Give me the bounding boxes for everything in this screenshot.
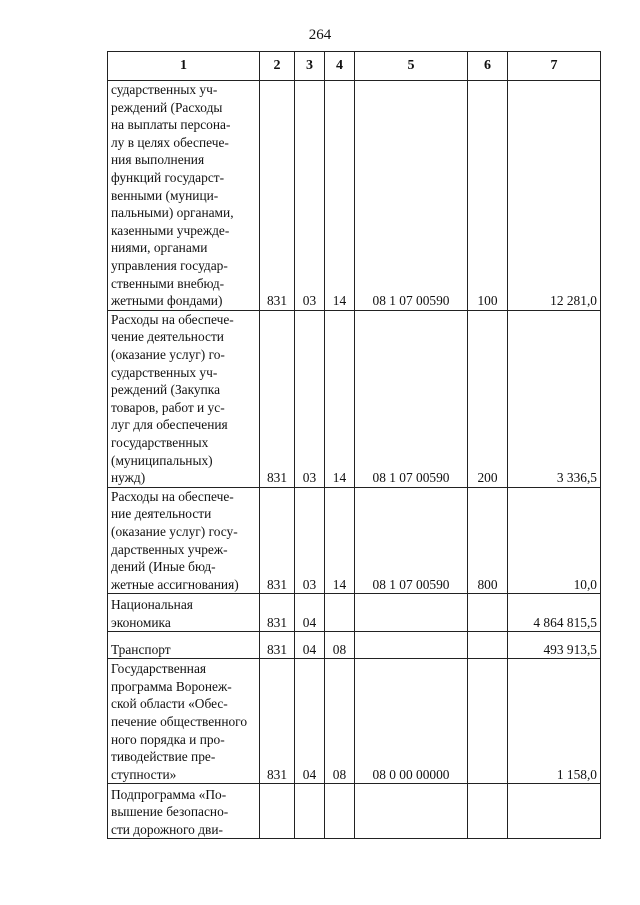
- cell-col4: 14: [325, 81, 355, 311]
- cell-col6: [468, 784, 508, 839]
- header-cell: 4: [325, 52, 355, 81]
- row-name: [108, 81, 260, 311]
- row-name-text: Подпрограмма «По- вышение безопасно- сти дорожного дви-: [111, 786, 229, 837]
- table-row: [108, 487, 601, 594]
- cell-col2: 831: [260, 487, 295, 594]
- header-cell: 6: [468, 52, 508, 81]
- cell-col7: 3 336,5: [508, 310, 601, 487]
- cell-col6: 200: [468, 310, 508, 487]
- cell-col2: 831: [260, 594, 295, 632]
- row-name: [108, 632, 260, 659]
- cell-col7: 12 281,0: [508, 81, 601, 311]
- cell-col5: 08 1 07 00590: [355, 487, 468, 594]
- cell-col5: [355, 594, 468, 632]
- cell-col4: [325, 594, 355, 632]
- cell-col2: 831: [260, 81, 295, 311]
- header-cell: 1: [108, 52, 260, 81]
- table-row: [108, 632, 601, 659]
- row-name-text: сударственных уч- реждений (Расходы на выплаты персона- лу в целях обеспече- ния выполнения функций государст- венными (муници- пальными) органами, казенными учрежде- ниями, органами управления государ- ственными внебюд- жетными фондами): [111, 82, 234, 309]
- row-name-text: Государственная программа Воронеж- ской области «Обес- печение общественного ного порядка и про- тиводействие пре- ступности»: [111, 661, 248, 782]
- page-number: 264: [308, 27, 332, 43]
- cell-col7: 4 864 815,5: [508, 594, 601, 632]
- cell-col5: [355, 784, 468, 839]
- cell-col2: [260, 784, 295, 839]
- table-row: [108, 594, 601, 632]
- cell-col4: 14: [325, 487, 355, 594]
- cell-col3: 04: [295, 594, 325, 632]
- cell-col7: 1 158,0: [508, 659, 601, 784]
- cell-col7: 10,0: [508, 487, 601, 594]
- header-cell: 2: [260, 52, 295, 81]
- cell-col5: 08 1 07 00590: [355, 81, 468, 311]
- header-cell: 5: [355, 52, 468, 81]
- header-cell: 3: [295, 52, 325, 81]
- budget-table: [107, 51, 601, 839]
- cell-col7: 493 913,5: [508, 632, 601, 659]
- header-cell: 7: [508, 52, 601, 81]
- row-name: [108, 659, 260, 784]
- table-row: [108, 784, 601, 839]
- cell-col6: [468, 659, 508, 784]
- row-name-text: Национальная экономика: [111, 597, 193, 630]
- cell-col4: 08: [325, 659, 355, 784]
- row-name-text: Расходы на обеспече- ние деятельности (оказание услуг) госу- дарственных учреж- дений (Иные бюд- жетные ассигнования): [111, 488, 239, 592]
- cell-col6: 800: [468, 487, 508, 594]
- table-row: [108, 310, 601, 487]
- cell-col2: 831: [260, 310, 295, 487]
- cell-col5: 08 0 00 00000: [355, 659, 468, 784]
- row-name: [108, 594, 260, 632]
- cell-col3: 03: [295, 81, 325, 311]
- cell-col4: 08: [325, 632, 355, 659]
- cell-col6: [468, 632, 508, 659]
- cell-col6: [468, 594, 508, 632]
- cell-col4: 14: [325, 310, 355, 487]
- row-name: [108, 784, 260, 839]
- row-name-text: Транспорт: [111, 641, 171, 657]
- cell-col2: 831: [260, 659, 295, 784]
- cell-col3: 03: [295, 487, 325, 594]
- row-name-text: Расходы на обеспече- чение деятельности (оказание услуг) го- сударственных уч- реждений (Закупка товаров, работ и ус- луг для обеспечения государственных (муниципальных) нужд): [111, 311, 234, 486]
- row-name: [108, 310, 260, 487]
- header-row: [108, 52, 601, 81]
- cell-col4: [325, 784, 355, 839]
- cell-col7: [508, 784, 601, 839]
- cell-col2: 831: [260, 632, 295, 659]
- cell-col5: 08 1 07 00590: [355, 310, 468, 487]
- row-name: [108, 487, 260, 594]
- cell-col3: 04: [295, 632, 325, 659]
- cell-col3: [295, 784, 325, 839]
- cell-col5: [355, 632, 468, 659]
- table-row: [108, 659, 601, 784]
- table-row: [108, 81, 601, 311]
- cell-col3: 04: [295, 659, 325, 784]
- cell-col3: 03: [295, 310, 325, 487]
- cell-col6: 100: [468, 81, 508, 311]
